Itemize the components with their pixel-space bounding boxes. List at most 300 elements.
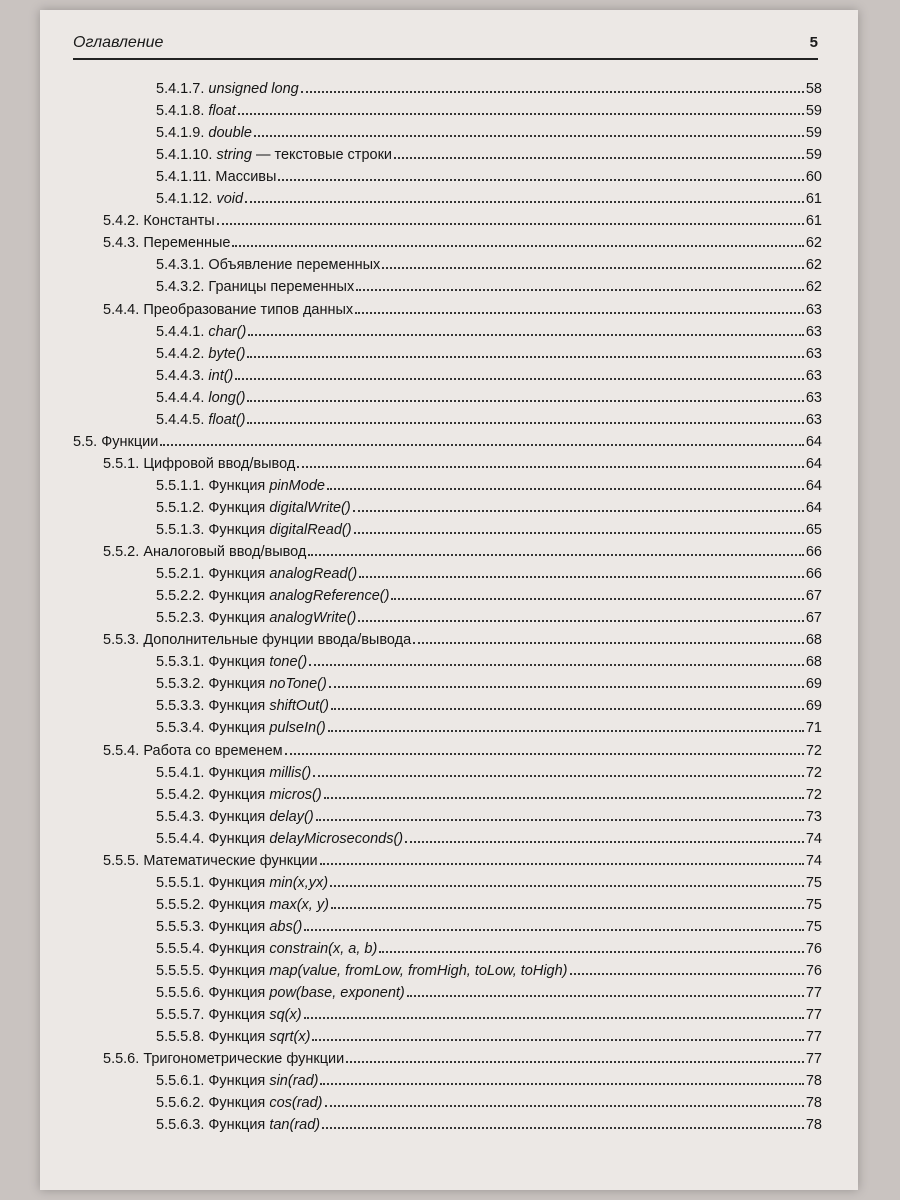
toc-entry-title xyxy=(156,985,405,1001)
toc-entry xyxy=(103,626,822,648)
toc-entry xyxy=(156,1089,822,1111)
leader-dots xyxy=(328,730,804,732)
toc-entry xyxy=(156,1067,822,1089)
toc-entry-title xyxy=(156,500,351,516)
toc-entry-page: 63 xyxy=(805,345,822,362)
leader-dots xyxy=(308,554,803,556)
toc-entry-text: Функция xyxy=(208,1117,270,1134)
toc-entry-code: sq(x) xyxy=(269,1007,302,1024)
toc-entry-text: Дополнительные фунции ввода/вывода xyxy=(143,632,412,649)
toc-entry-code: millis() xyxy=(269,764,312,781)
toc-entry-title xyxy=(103,743,283,759)
toc-entry-title xyxy=(103,213,215,229)
toc-entry-text: Функция xyxy=(208,985,270,1002)
toc-entry-title xyxy=(103,302,353,318)
toc-entry-code: map(value, fromLow, fromHigh, toLow, toHigh) xyxy=(269,963,568,979)
toc-entry xyxy=(156,935,822,957)
toc-entry-text: Работа со временем xyxy=(143,742,283,759)
toc-entry-title xyxy=(156,1073,318,1089)
toc-entry xyxy=(156,582,822,604)
toc-entry xyxy=(103,296,822,318)
toc-entry-title xyxy=(156,765,311,781)
toc-entry xyxy=(156,97,822,119)
toc-entry-page: 62 xyxy=(805,235,822,252)
toc-entry-code: digitalWrite() xyxy=(269,499,351,516)
leader-dots xyxy=(232,245,803,247)
toc-entry-title xyxy=(156,412,245,428)
toc-entry xyxy=(156,560,822,582)
toc-entry-number: 5.5.3.3. xyxy=(156,698,209,715)
toc-entry xyxy=(156,384,822,406)
toc-entry-page: 72 xyxy=(805,764,822,781)
toc-entry-text: Тригонометрические функции xyxy=(143,1051,345,1068)
toc-entry-title xyxy=(156,610,356,626)
toc-entry xyxy=(156,494,822,516)
leader-dots xyxy=(312,1039,803,1041)
leader-dots xyxy=(354,532,804,534)
toc-entry-text: Массивы xyxy=(215,169,277,186)
toc-entry-code: pow(base, exponent) xyxy=(269,985,405,1002)
toc-entry-code: analogRead() xyxy=(269,566,358,583)
toc-entry xyxy=(103,737,822,759)
toc-entry-number: 5.4.1.11. xyxy=(156,169,216,186)
toc-entry-page: 77 xyxy=(805,1051,822,1068)
toc-entry-number: 5.5.4. xyxy=(103,742,144,759)
toc-entry-code: delayMicroseconds() xyxy=(269,830,404,847)
leader-dots xyxy=(238,113,804,115)
toc-entry-text: Функция xyxy=(208,764,270,781)
toc-entry-number: 5.5.5.7. xyxy=(156,1007,209,1024)
leader-dots xyxy=(405,841,804,843)
toc-entry-code: noTone() xyxy=(269,676,327,693)
toc-entry-title xyxy=(103,456,295,472)
toc-entry-code: byte() xyxy=(208,345,246,362)
toc-entry-number: 5.5.6.1. xyxy=(156,1073,209,1090)
toc-entry xyxy=(156,670,822,692)
toc-entry-code: digitalRead() xyxy=(269,522,352,538)
toc-entry-text: Функция xyxy=(208,698,270,715)
toc-entry-page: 68 xyxy=(805,654,822,671)
toc-entry-title xyxy=(156,897,329,913)
toc-entry xyxy=(156,913,822,935)
toc-entry-page: 63 xyxy=(805,411,822,428)
toc-entry-title xyxy=(103,1051,344,1067)
toc-entry-page: 78 xyxy=(805,1073,822,1090)
toc-entry xyxy=(156,318,822,340)
toc-entry-number: 5.5.6.2. xyxy=(156,1095,209,1112)
toc-entry-text: Функция xyxy=(208,918,270,935)
toc-entry xyxy=(73,428,822,450)
leader-dots xyxy=(331,907,804,909)
leader-dots xyxy=(413,642,804,644)
toc-entry-code: double xyxy=(208,125,252,142)
toc-entry-title xyxy=(103,853,318,869)
toc-entry-title xyxy=(103,544,306,560)
leader-dots xyxy=(391,598,803,600)
toc-entry xyxy=(156,163,822,185)
toc-entry-number: 5.5.5. xyxy=(103,852,144,869)
toc-entry-title xyxy=(156,279,354,295)
toc-entry-title xyxy=(156,941,377,957)
toc-entry-text: Функция xyxy=(208,896,270,913)
toc-entry-code: tan(rad) xyxy=(269,1117,321,1134)
leader-dots xyxy=(346,1061,804,1063)
toc-entry-text: Функция xyxy=(208,522,270,538)
toc-entry-page: 61 xyxy=(805,191,822,208)
toc-entry-number: 5.5.4.4. xyxy=(156,830,209,847)
toc-entry xyxy=(156,251,822,273)
toc-entry-title xyxy=(156,346,245,362)
toc-entry xyxy=(156,1023,822,1045)
toc-entry xyxy=(156,340,822,362)
toc-entry-code: constrain(x, a, b) xyxy=(269,940,378,957)
book-page xyxy=(40,10,858,1190)
toc-entry xyxy=(156,1001,822,1023)
toc-entry-code: max(x, y) xyxy=(269,896,329,913)
toc-entry-title xyxy=(156,1095,323,1111)
toc-entry-number: 5.5.2. xyxy=(103,544,144,561)
toc-entry-page: 63 xyxy=(805,367,822,384)
toc-entry xyxy=(156,869,822,891)
toc-entry xyxy=(156,803,822,825)
leader-dots xyxy=(379,951,804,953)
toc-entry xyxy=(156,1111,822,1133)
toc-entry-title xyxy=(156,147,392,163)
toc-entry-text: Цифровой ввод/вывод xyxy=(143,455,296,472)
toc-entry-number: 5.5.5.8. xyxy=(156,1029,209,1046)
toc-entry-text-suffix: — текстовые строки xyxy=(251,147,393,164)
toc-entry-code: float xyxy=(208,103,236,120)
toc-entry-number: 5.4.1.12. xyxy=(156,191,217,208)
toc-entry-page: 78 xyxy=(805,1117,822,1134)
toc-entry-title xyxy=(156,1029,310,1045)
toc-entry-page: 77 xyxy=(805,1029,822,1046)
toc-entry-title xyxy=(156,478,325,494)
toc-entry-number: 5.4.4.2. xyxy=(156,345,209,362)
toc-entry-page: 75 xyxy=(805,896,822,913)
leader-dots xyxy=(301,91,804,93)
toc-entry-number: 5.5.5.6. xyxy=(156,985,209,1002)
toc-entry-page: 63 xyxy=(805,301,822,318)
toc-entry-text: Константы xyxy=(143,213,215,230)
toc-entry-number: 5.5.5.2. xyxy=(156,896,209,913)
leader-dots xyxy=(217,223,804,225)
toc-entry xyxy=(103,847,822,869)
toc-entry-page: 74 xyxy=(805,830,822,847)
toc-entry-code: pulseIn() xyxy=(269,720,326,737)
toc-entry-title xyxy=(156,654,307,670)
toc-entry-title xyxy=(156,831,403,847)
toc-entry-page: 61 xyxy=(805,213,822,230)
toc-entry-number: 5.5.6. xyxy=(103,1051,144,1068)
toc-entry-number: 5.4.3. xyxy=(103,235,144,252)
toc-entry-number: 5.5.4.2. xyxy=(156,786,209,803)
toc-entry-code: analogWrite() xyxy=(269,610,357,627)
toc-entry-page: 71 xyxy=(805,720,822,737)
toc-entry-page: 75 xyxy=(805,918,822,935)
toc-entry xyxy=(156,979,822,1001)
toc-entry-page: 74 xyxy=(805,852,822,869)
leader-dots xyxy=(327,488,804,490)
toc-entry-number: 5.4.2. xyxy=(103,213,144,230)
toc-entry-code: string xyxy=(216,147,252,164)
header-title: Оглавление xyxy=(73,34,164,51)
toc-entry xyxy=(103,1045,822,1067)
toc-entry-code: unsigned long xyxy=(208,81,299,97)
leader-dots xyxy=(355,312,804,314)
leader-dots xyxy=(407,995,804,997)
toc-entry-number: 5.5.4.1. xyxy=(156,764,209,781)
leader-dots xyxy=(325,1105,804,1107)
leader-dots xyxy=(235,378,803,380)
toc-entry-text: Функция xyxy=(208,610,270,627)
toc-entry-text: Границы переменных xyxy=(208,279,355,296)
toc-entry xyxy=(156,604,822,626)
leader-dots xyxy=(358,620,804,622)
toc-entry-code: char() xyxy=(208,323,247,340)
toc-entry xyxy=(156,273,822,295)
toc-entry-page: 77 xyxy=(805,985,822,1002)
toc-entry-text: Функция xyxy=(208,720,270,737)
toc-entry-number: 5.5.1. xyxy=(103,455,144,472)
toc-entry-page: 68 xyxy=(805,632,822,649)
toc-entry-text: Преобразование типов данных xyxy=(143,301,354,318)
toc-entry-number: 5.5.2.2. xyxy=(156,588,209,605)
toc-entry-page: 66 xyxy=(805,544,822,561)
leader-dots xyxy=(247,356,803,358)
toc-entry-code: int() xyxy=(208,367,234,384)
toc-entry-page: 72 xyxy=(805,742,822,759)
toc-entry-page: 66 xyxy=(805,566,822,583)
toc-entry-page: 76 xyxy=(805,940,822,957)
toc-entry-title xyxy=(156,522,352,538)
leader-dots xyxy=(331,708,804,710)
toc-entry-title xyxy=(73,434,158,450)
toc-entry xyxy=(156,891,822,913)
toc-entry-number: 5.4.1.7. xyxy=(156,81,209,97)
toc-entry-text: Функция xyxy=(208,786,270,803)
leader-dots xyxy=(247,422,803,424)
toc-entry-page: 60 xyxy=(805,169,822,186)
leader-dots xyxy=(313,775,804,777)
leader-dots xyxy=(309,664,804,666)
toc-entry-title xyxy=(156,787,322,803)
toc-entry-text: Функция xyxy=(208,1095,270,1112)
leader-dots xyxy=(320,863,804,865)
toc-entry-code: sqrt(x) xyxy=(269,1029,311,1046)
toc-entry-number: 5.4.4.5. xyxy=(156,411,209,428)
toc-entry xyxy=(103,207,822,229)
toc-entry-title xyxy=(156,103,236,119)
leader-dots xyxy=(320,1083,803,1085)
toc-entry-title xyxy=(156,698,329,714)
toc-entry-title xyxy=(156,1117,320,1133)
toc-entry-code: analogReference() xyxy=(269,588,390,605)
toc-entry xyxy=(156,957,822,979)
toc-entry-code: void xyxy=(216,191,244,208)
toc-entry-number: 5.4.1.10. xyxy=(156,147,217,164)
toc-entry-number: 5.5.2.3. xyxy=(156,610,209,627)
toc-entry-page: 76 xyxy=(805,963,822,979)
toc-entry-number: 5.5.3. xyxy=(103,632,144,649)
toc-entry-code: abs() xyxy=(269,918,303,935)
toc-entry xyxy=(156,781,822,803)
toc-entry-title xyxy=(103,235,230,251)
toc-entry xyxy=(103,538,822,560)
toc-entry-title xyxy=(156,1007,302,1023)
toc-entry xyxy=(156,75,822,97)
toc-entry-page: 67 xyxy=(805,610,822,627)
toc-entry-title xyxy=(156,809,314,825)
toc-entry-number: 5.5.1.2. xyxy=(156,499,209,516)
toc-entry-text: Переменные xyxy=(143,235,231,252)
toc-entry-number: 5.4.1.8. xyxy=(156,103,209,120)
toc-entry-title xyxy=(156,390,245,406)
toc-entry xyxy=(156,362,822,384)
toc-entry-page: 69 xyxy=(805,676,822,693)
toc-entry-text: Функция xyxy=(208,808,270,825)
leader-dots xyxy=(247,400,803,402)
toc-entry-title xyxy=(103,632,411,648)
toc-entry-text: Аналоговый ввод/вывод xyxy=(143,544,307,561)
leader-dots xyxy=(254,135,804,137)
toc-entry-text: Функция xyxy=(208,676,270,693)
toc-entry-text: Функция xyxy=(208,1073,270,1090)
toc-entry-text: Функция xyxy=(208,477,270,494)
toc-entry-number: 5.4.4.1. xyxy=(156,323,209,340)
toc-entry xyxy=(156,714,822,736)
toc-entry-title xyxy=(156,191,243,207)
toc-entry-page: 75 xyxy=(805,874,822,891)
toc-entry-text: Функция xyxy=(208,940,270,957)
page-header xyxy=(73,34,818,60)
toc-entry-code: shiftOut() xyxy=(269,698,329,715)
toc-entry-page: 59 xyxy=(805,125,822,142)
toc-entry-code: float() xyxy=(208,411,246,428)
toc-entry-title xyxy=(156,676,327,692)
leader-dots xyxy=(353,510,804,512)
toc-entry-number: 5.5.5.3. xyxy=(156,918,209,935)
toc-entry xyxy=(156,406,822,428)
leader-dots xyxy=(322,1127,804,1129)
toc-entry-page: 72 xyxy=(805,786,822,803)
toc-entry-title xyxy=(156,324,246,340)
toc-entry-page: 62 xyxy=(805,257,822,274)
toc-entry xyxy=(156,692,822,714)
toc-entry-code: cos(rad) xyxy=(269,1095,323,1112)
toc-entry-page: 58 xyxy=(805,81,822,97)
toc-entry-text: Функция xyxy=(208,963,270,979)
leader-dots xyxy=(570,973,804,975)
toc-entry xyxy=(156,759,822,781)
toc-entry-text: Функции xyxy=(101,433,159,450)
toc-entry xyxy=(156,141,822,163)
toc-entry-text: Функция xyxy=(208,830,270,847)
toc-entry-title xyxy=(156,588,389,604)
toc-entry-page: 73 xyxy=(805,808,822,825)
toc-entry-page: 63 xyxy=(805,323,822,340)
toc-entry-page: 65 xyxy=(805,522,822,538)
toc-entry-title xyxy=(156,257,380,273)
toc-entry-title xyxy=(156,963,568,979)
toc-entry-code: min(x,yx) xyxy=(269,874,329,891)
toc-entry-number: 5.5. xyxy=(73,433,102,450)
toc-entry-number: 5.4.3.1. xyxy=(156,257,209,274)
toc-entry-title xyxy=(156,368,233,384)
toc-entry-number: 5.5.4.3. xyxy=(156,808,209,825)
toc-entry-page: 63 xyxy=(805,389,822,406)
toc-entry-number: 5.5.5.1. xyxy=(156,874,209,891)
toc-entry-number: 5.4.1.9. xyxy=(156,125,209,142)
leader-dots xyxy=(297,466,804,468)
toc-entry-page: 59 xyxy=(805,103,822,120)
toc-entry xyxy=(103,450,822,472)
toc-entry xyxy=(156,119,822,141)
toc-entry-page: 64 xyxy=(805,499,822,516)
leader-dots xyxy=(245,201,804,203)
leader-dots xyxy=(248,334,804,336)
toc-entry-number: 5.5.3.2. xyxy=(156,676,209,693)
toc-entry-title xyxy=(156,720,326,736)
toc-entry-number: 5.5.2.1. xyxy=(156,566,209,583)
toc-entry-number: 5.4.4. xyxy=(103,301,144,318)
toc-entry-page: 64 xyxy=(805,477,822,494)
toc-entry xyxy=(156,472,822,494)
toc-entry-number: 5.5.5.4. xyxy=(156,940,209,957)
toc-entry-title xyxy=(156,566,357,582)
toc-entry-text: Объявление переменных xyxy=(208,257,381,274)
toc-entry-text: Функция xyxy=(208,874,270,891)
toc-entry-page: 78 xyxy=(805,1095,822,1112)
toc-entry-text: Функция xyxy=(208,499,270,516)
toc-entry-code: tone() xyxy=(269,654,308,671)
leader-dots xyxy=(160,444,804,446)
leader-dots xyxy=(316,819,804,821)
leader-dots xyxy=(394,157,804,159)
toc-entry xyxy=(156,516,822,538)
toc-entry-number: 5.5.3.1. xyxy=(156,654,209,671)
toc-entry-title xyxy=(156,875,328,891)
toc-entry-number: 5.5.3.4. xyxy=(156,720,209,737)
toc-entry-title xyxy=(156,919,302,935)
toc-entry-number: 5.5.1.3. xyxy=(156,522,209,538)
toc-entry-text: Функция xyxy=(208,1007,270,1024)
leader-dots xyxy=(356,289,804,291)
leader-dots xyxy=(359,576,804,578)
toc-entry-code: micros() xyxy=(269,786,322,803)
toc-entry-page: 77 xyxy=(805,1007,822,1024)
toc-entry-number: 5.5.5.5. xyxy=(156,963,209,979)
toc-entry-number: 5.4.3.2. xyxy=(156,279,209,296)
toc-entry-text: Функция xyxy=(208,654,270,671)
leader-dots xyxy=(285,753,804,755)
toc-entry-number: 5.4.4.3. xyxy=(156,367,209,384)
toc-entry-page: 62 xyxy=(805,279,822,296)
toc-entry-page: 69 xyxy=(805,698,822,715)
leader-dots xyxy=(278,179,803,181)
toc-entry-page: 59 xyxy=(805,147,822,164)
toc-entry-number: 5.5.1.1. xyxy=(156,477,209,494)
toc-entry-number: 5.5.6.3. xyxy=(156,1117,209,1134)
leader-dots xyxy=(330,885,804,887)
toc-entry-code: delay() xyxy=(269,808,314,825)
leader-dots xyxy=(324,797,804,799)
toc-entry xyxy=(156,825,822,847)
toc-entry xyxy=(156,648,822,670)
toc-entry-number: 5.4.4.4. xyxy=(156,389,209,406)
toc-entry-page: 64 xyxy=(805,455,822,472)
toc-entry-page: 64 xyxy=(805,433,822,450)
